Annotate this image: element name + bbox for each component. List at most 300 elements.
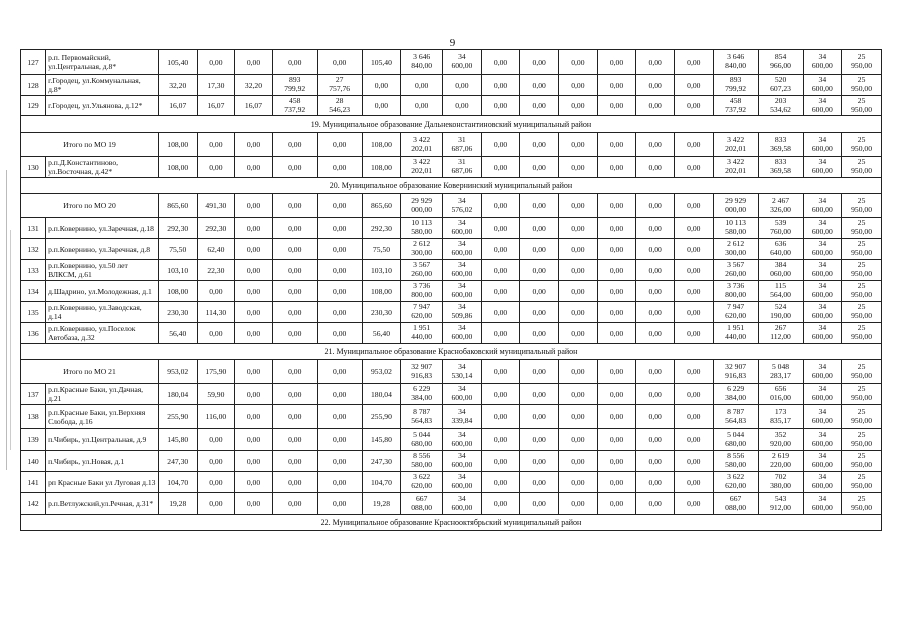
value-cell: 34 600,00 (803, 405, 842, 429)
value-cell: 29 929 000,00 (401, 194, 443, 218)
table-row (21, 281, 882, 302)
value-cell: 0,00 (636, 360, 675, 384)
value-cell: 0,00 (401, 75, 443, 96)
value-cell: 16,07 (197, 96, 235, 116)
value-cell: 0,00 (272, 194, 317, 218)
value-cell: 0,00 (272, 218, 317, 239)
value-cell: 108,00 (158, 281, 197, 302)
value-cell: 0,00 (559, 194, 598, 218)
value-cell: 0,00 (235, 472, 273, 493)
value-cell: 0,00 (597, 96, 636, 116)
value-cell: 3 567 260,00 (401, 260, 443, 281)
value-cell: 34 600,00 (443, 493, 482, 515)
value-cell: 0,00 (675, 384, 714, 405)
address-cell: г.Городец, ул.Коммунальная, д.8* (46, 75, 159, 96)
value-cell: 8 556 580,00 (713, 451, 758, 472)
value-cell: 0,00 (520, 281, 559, 302)
value-cell: 0,00 (317, 239, 362, 260)
value-cell: 520 607,23 (758, 75, 803, 96)
row-number: 138 (21, 405, 46, 429)
value-cell: 56,40 (362, 323, 401, 344)
value-cell: 0,00 (481, 50, 520, 75)
value-cell: 25 950,00 (842, 96, 882, 116)
value-cell: 0,00 (636, 493, 675, 515)
value-cell: 0,00 (272, 239, 317, 260)
value-cell: 0,00 (520, 429, 559, 451)
value-cell: 0,00 (520, 239, 559, 260)
value-cell: 25 950,00 (842, 239, 882, 260)
value-cell: 0,00 (272, 302, 317, 323)
row-number: 128 (21, 75, 46, 96)
value-cell: 0,00 (317, 194, 362, 218)
value-cell: 0,00 (597, 218, 636, 239)
value-cell: 7 947 620,00 (401, 302, 443, 323)
value-cell: 230,30 (158, 302, 197, 323)
value-cell: 953,02 (362, 360, 401, 384)
value-cell: 25 950,00 (842, 451, 882, 472)
table-row (21, 96, 882, 116)
table-row (21, 405, 882, 429)
value-cell: 25 950,00 (842, 75, 882, 96)
value-cell: 5 048 283,17 (758, 360, 803, 384)
value-cell: 25 950,00 (842, 218, 882, 239)
value-cell: 0,00 (362, 75, 401, 96)
value-cell: 0,00 (235, 429, 273, 451)
value-cell: 3 567 260,00 (713, 260, 758, 281)
section-header-row (21, 515, 882, 531)
row-number: 129 (21, 96, 46, 116)
value-cell: 22,30 (197, 260, 235, 281)
value-cell: 865,60 (362, 194, 401, 218)
value-cell: 0,00 (481, 429, 520, 451)
value-cell: 292,30 (158, 218, 197, 239)
value-cell: 34 600,00 (803, 493, 842, 515)
value-cell: 0,00 (317, 429, 362, 451)
value-cell: 0,00 (675, 323, 714, 344)
value-cell: 0,00 (520, 323, 559, 344)
value-cell: 0,00 (675, 451, 714, 472)
value-cell: 0,00 (559, 157, 598, 178)
value-cell: 0,00 (597, 405, 636, 429)
section-header-row (21, 116, 882, 133)
value-cell: 25 950,00 (842, 133, 882, 157)
value-cell: 0,00 (675, 194, 714, 218)
value-cell: 0,00 (675, 281, 714, 302)
value-cell: 0,00 (235, 50, 273, 75)
value-cell: 0,00 (559, 472, 598, 493)
value-cell: 0,00 (235, 239, 273, 260)
value-cell: 0,00 (636, 50, 675, 75)
section-header-row (21, 178, 882, 194)
value-cell: 0,00 (481, 405, 520, 429)
value-cell: 108,00 (362, 133, 401, 157)
address-cell: п.Чибирь, ул.Новая, д.1 (46, 451, 159, 472)
value-cell: 0,00 (520, 218, 559, 239)
value-cell: 255,90 (362, 405, 401, 429)
value-cell: 0,00 (317, 157, 362, 178)
address-cell: р.п.Ковернино, ул.Заводская, д.14 (46, 302, 159, 323)
value-cell: 0,00 (235, 360, 273, 384)
value-cell: 19,28 (362, 493, 401, 515)
table-row (21, 493, 882, 515)
value-cell: 524 190,00 (758, 302, 803, 323)
value-cell: 636 640,00 (758, 239, 803, 260)
value-cell: 6 229 384,00 (401, 384, 443, 405)
value-cell: 0,00 (362, 96, 401, 116)
total-label: Итого по МО 20 (21, 194, 159, 218)
value-cell: 0,00 (636, 472, 675, 493)
value-cell: 0,00 (675, 239, 714, 260)
value-cell: 3 422 202,01 (713, 133, 758, 157)
value-cell: 3 736 800,00 (401, 281, 443, 302)
value-cell: 2 619 220,00 (758, 451, 803, 472)
value-cell: 0,00 (197, 451, 235, 472)
value-cell: 0,00 (636, 451, 675, 472)
value-cell: 25 950,00 (842, 493, 882, 515)
value-cell: 0,00 (597, 260, 636, 281)
value-cell: 267 112,00 (758, 323, 803, 344)
table-row (21, 50, 882, 75)
value-cell: 3 622 620,00 (713, 472, 758, 493)
value-cell: 0,00 (481, 472, 520, 493)
value-cell: 34 600,00 (803, 157, 842, 178)
value-cell: 0,00 (235, 302, 273, 323)
value-cell: 0,00 (235, 133, 273, 157)
section-title: 21. Муниципальное образование Краснобаковский муниципальный район (21, 344, 882, 360)
value-cell: 0,00 (559, 133, 598, 157)
value-cell: 0,00 (272, 157, 317, 178)
value-cell: 104,70 (158, 472, 197, 493)
value-cell: 0,00 (636, 384, 675, 405)
value-cell: 0,00 (272, 281, 317, 302)
value-cell: 180,04 (362, 384, 401, 405)
value-cell: 0,00 (675, 50, 714, 75)
value-cell: 0,00 (272, 323, 317, 344)
value-cell: 0,00 (235, 218, 273, 239)
value-cell: 10 113 580,00 (401, 218, 443, 239)
value-cell: 34 600,00 (803, 323, 842, 344)
value-cell: 384 060,00 (758, 260, 803, 281)
value-cell: 247,30 (362, 451, 401, 472)
row-number: 133 (21, 260, 46, 281)
row-number: 135 (21, 302, 46, 323)
value-cell: 0,00 (520, 50, 559, 75)
value-cell: 0,00 (675, 75, 714, 96)
address-cell: р.п.Д.Константиново, ул.Восточная, д.42* (46, 157, 159, 178)
value-cell: 34 600,00 (803, 451, 842, 472)
value-cell: 0,00 (235, 493, 273, 515)
value-cell: 2 612 300,00 (401, 239, 443, 260)
value-cell: 104,70 (362, 472, 401, 493)
value-cell: 0,00 (675, 157, 714, 178)
value-cell: 0,00 (235, 157, 273, 178)
value-cell: 0,00 (317, 260, 362, 281)
value-cell: 6 229 384,00 (713, 384, 758, 405)
value-cell: 19,28 (158, 493, 197, 515)
value-cell: 0,00 (559, 75, 598, 96)
value-cell: 34 600,00 (803, 194, 842, 218)
value-cell: 105,40 (362, 50, 401, 75)
value-cell: 0,00 (636, 75, 675, 96)
value-cell: 0,00 (481, 260, 520, 281)
table-row (21, 260, 882, 281)
value-cell: 0,00 (401, 96, 443, 116)
value-cell: 108,00 (362, 157, 401, 178)
value-cell: 0,00 (559, 451, 598, 472)
scan-edge-mark (10, 230, 12, 450)
table-row (21, 472, 882, 493)
value-cell: 34 600,00 (443, 260, 482, 281)
value-cell: 25 950,00 (842, 384, 882, 405)
value-cell: 34 600,00 (803, 302, 842, 323)
value-cell: 0,00 (559, 260, 598, 281)
value-cell: 0,00 (235, 384, 273, 405)
value-cell: 0,00 (675, 260, 714, 281)
value-cell: 34 600,00 (803, 75, 842, 96)
value-cell: 0,00 (481, 133, 520, 157)
value-cell: 0,00 (197, 472, 235, 493)
total-row (21, 194, 882, 218)
value-cell: 25 950,00 (842, 194, 882, 218)
value-cell: 0,00 (597, 302, 636, 323)
value-cell: 0,00 (197, 281, 235, 302)
address-cell: р.п.Ковернино, ул.Заречная, д.8 (46, 239, 159, 260)
value-cell: 62,40 (197, 239, 235, 260)
value-cell: 34 600,00 (803, 384, 842, 405)
value-cell: 0,00 (481, 157, 520, 178)
value-cell: 25 950,00 (842, 281, 882, 302)
value-cell: 0,00 (197, 157, 235, 178)
value-cell: 0,00 (597, 133, 636, 157)
value-cell: 0,00 (197, 493, 235, 515)
total-label: Итого по МО 19 (21, 133, 159, 157)
value-cell: 25 950,00 (842, 157, 882, 178)
value-cell: 108,00 (158, 157, 197, 178)
value-cell: 0,00 (597, 451, 636, 472)
value-cell: 0,00 (197, 50, 235, 75)
value-cell: 0,00 (317, 384, 362, 405)
value-cell: 0,00 (675, 302, 714, 323)
value-cell: 0,00 (317, 493, 362, 515)
value-cell: 0,00 (520, 75, 559, 96)
value-cell: 0,00 (520, 302, 559, 323)
value-cell: 0,00 (520, 133, 559, 157)
value-cell: 0,00 (481, 360, 520, 384)
address-cell: п.Чибирь, ул.Центральная, д.9 (46, 429, 159, 451)
value-cell: 230,30 (362, 302, 401, 323)
value-cell: 656 016,00 (758, 384, 803, 405)
value-cell: 0,00 (520, 96, 559, 116)
value-cell: 0,00 (197, 133, 235, 157)
value-cell: 0,00 (597, 384, 636, 405)
value-cell: 25 950,00 (842, 472, 882, 493)
address-cell: р.п.Ковернино, ул.Поселок Автобаза, д.32 (46, 323, 159, 344)
section-title: 22. Муниципальное образование Краснооктябрьский муниципальный район (21, 515, 882, 531)
value-cell: 0,00 (559, 384, 598, 405)
value-cell: 0,00 (597, 493, 636, 515)
value-cell: 0,00 (675, 218, 714, 239)
value-cell: 8 787 564,83 (401, 405, 443, 429)
value-cell: 491,30 (197, 194, 235, 218)
value-cell: 0,00 (317, 323, 362, 344)
value-cell: 0,00 (559, 323, 598, 344)
value-cell: 0,00 (559, 281, 598, 302)
value-cell: 3 646 840,00 (401, 50, 443, 75)
value-cell: 0,00 (636, 323, 675, 344)
value-cell: 34 509,86 (443, 302, 482, 323)
row-number: 140 (21, 451, 46, 472)
value-cell: 25 950,00 (842, 405, 882, 429)
value-cell: 34 339,84 (443, 405, 482, 429)
value-cell: 0,00 (481, 281, 520, 302)
value-cell: 3 622 620,00 (401, 472, 443, 493)
value-cell: 145,80 (158, 429, 197, 451)
row-number: 131 (21, 218, 46, 239)
value-cell: 25 950,00 (842, 429, 882, 451)
value-cell: 0,00 (272, 260, 317, 281)
value-cell: 0,00 (272, 384, 317, 405)
value-cell: 0,00 (636, 218, 675, 239)
value-cell: 0,00 (317, 302, 362, 323)
value-cell: 173 835,17 (758, 405, 803, 429)
value-cell: 34 600,00 (803, 133, 842, 157)
section-header-row (21, 344, 882, 360)
row-number: 127 (21, 50, 46, 75)
address-cell: д.Шадрино, ул.Молодежная, д.1 (46, 281, 159, 302)
value-cell: 0,00 (675, 133, 714, 157)
value-cell: 0,00 (235, 323, 273, 344)
value-cell: 0,00 (520, 405, 559, 429)
value-cell: 0,00 (272, 50, 317, 75)
value-cell: 10 113 580,00 (713, 218, 758, 239)
value-cell: 893 799,92 (713, 75, 758, 96)
table-row (21, 451, 882, 472)
table-row (21, 218, 882, 239)
value-cell: 27 757,76 (317, 75, 362, 96)
value-cell: 865,60 (158, 194, 197, 218)
value-cell: 0,00 (317, 451, 362, 472)
value-cell: 539 760,00 (758, 218, 803, 239)
value-cell: 893 799,92 (272, 75, 317, 96)
table-row (21, 157, 882, 178)
value-cell: 702 380,00 (758, 472, 803, 493)
value-cell: 34 600,00 (803, 260, 842, 281)
value-cell: 0,00 (272, 493, 317, 515)
value-cell: 0,00 (597, 281, 636, 302)
total-row (21, 360, 882, 384)
value-cell: 32,20 (235, 75, 273, 96)
value-cell: 0,00 (272, 360, 317, 384)
value-cell: 203 534,62 (758, 96, 803, 116)
value-cell: 34 600,00 (803, 281, 842, 302)
value-cell: 0,00 (481, 96, 520, 116)
value-cell: 0,00 (317, 472, 362, 493)
address-cell: г.Городец, ул.Ульянова, д.12* (46, 96, 159, 116)
row-number: 141 (21, 472, 46, 493)
value-cell: 25 950,00 (842, 50, 882, 75)
value-cell: 0,00 (597, 157, 636, 178)
value-cell: 34 600,00 (443, 323, 482, 344)
value-cell: 0,00 (235, 194, 273, 218)
row-number: 136 (21, 323, 46, 344)
value-cell: 0,00 (317, 133, 362, 157)
section-title: 20. Муниципальное образование Ковернинский муниципальный район (21, 178, 882, 194)
value-cell: 3 422 202,01 (401, 157, 443, 178)
value-cell: 8 787 564,83 (713, 405, 758, 429)
value-cell: 5 044 680,00 (713, 429, 758, 451)
row-number: 134 (21, 281, 46, 302)
value-cell: 0,00 (597, 429, 636, 451)
value-cell: 0,00 (636, 302, 675, 323)
section-title: 19. Муниципальное образование Дальнеконстантиновский муниципальный район (21, 116, 882, 133)
value-cell: 34 600,00 (443, 429, 482, 451)
value-cell: 0,00 (636, 429, 675, 451)
value-cell: 0,00 (559, 429, 598, 451)
value-cell: 0,00 (235, 260, 273, 281)
value-cell: 0,00 (520, 360, 559, 384)
value-cell: 34 600,00 (803, 239, 842, 260)
value-cell: 3 422 202,01 (401, 133, 443, 157)
value-cell: 0,00 (520, 493, 559, 515)
value-cell: 31 687,06 (443, 157, 482, 178)
value-cell: 0,00 (520, 472, 559, 493)
value-cell: 667 088,00 (401, 493, 443, 515)
value-cell: 0,00 (636, 281, 675, 302)
address-cell: р.п.Красные Баки, ул.Верхняя Слобода, д.16 (46, 405, 159, 429)
value-cell: 0,00 (272, 451, 317, 472)
total-row (21, 133, 882, 157)
value-cell: 29 929 000,00 (713, 194, 758, 218)
value-cell: 25 950,00 (842, 360, 882, 384)
value-cell: 34 600,00 (803, 50, 842, 75)
value-cell: 25 950,00 (842, 260, 882, 281)
value-cell: 0,00 (481, 194, 520, 218)
row-number: 132 (21, 239, 46, 260)
value-cell: 7 947 620,00 (713, 302, 758, 323)
value-cell: 0,00 (317, 360, 362, 384)
value-cell: 0,00 (559, 239, 598, 260)
value-cell: 34 600,00 (803, 96, 842, 116)
value-cell: 0,00 (675, 429, 714, 451)
address-cell: р.п.Ковернино, ул.50 лет ВЛКСМ, д.61 (46, 260, 159, 281)
value-cell: 0,00 (597, 360, 636, 384)
page-number: 9 (449, 37, 456, 49)
address-cell: р.п. Первомайский, ул.Центральная, д.8* (46, 50, 159, 75)
row-number: 137 (21, 384, 46, 405)
value-cell: 75,50 (158, 239, 197, 260)
value-cell: 0,00 (675, 96, 714, 116)
value-cell: 0,00 (675, 472, 714, 493)
value-cell: 25 950,00 (842, 323, 882, 344)
scan-edge-mark (6, 170, 8, 470)
value-cell: 16,07 (158, 96, 197, 116)
value-cell: 32 907 916,83 (713, 360, 758, 384)
value-cell: 34 600,00 (443, 451, 482, 472)
value-cell: 0,00 (520, 194, 559, 218)
value-cell: 116,00 (197, 405, 235, 429)
value-cell: 0,00 (272, 429, 317, 451)
value-cell: 0,00 (443, 75, 482, 96)
value-cell: 0,00 (272, 472, 317, 493)
value-cell: 56,40 (158, 323, 197, 344)
value-cell: 0,00 (559, 50, 598, 75)
value-cell: 31 687,06 (443, 133, 482, 157)
value-cell: 0,00 (636, 405, 675, 429)
table-row (21, 302, 882, 323)
value-cell: 0,00 (235, 281, 273, 302)
value-cell: 0,00 (481, 323, 520, 344)
value-cell: 292,30 (197, 218, 235, 239)
